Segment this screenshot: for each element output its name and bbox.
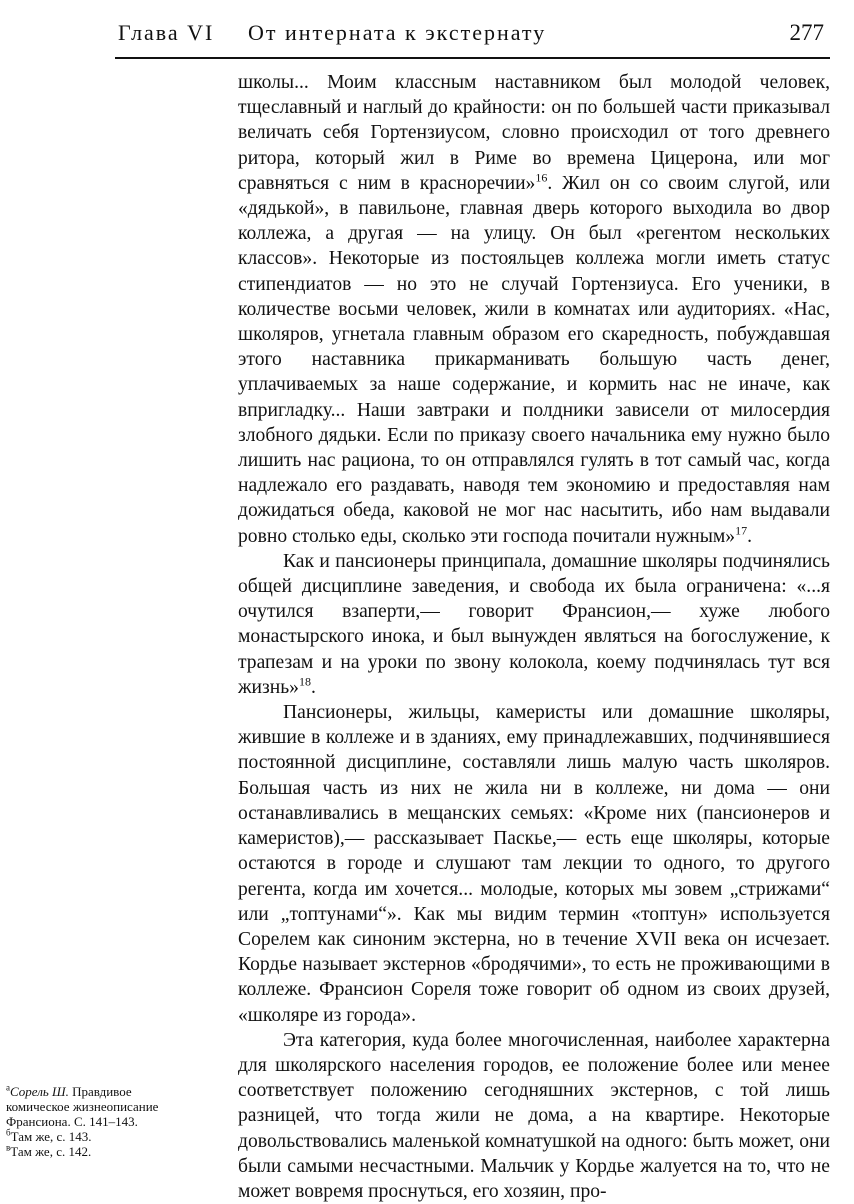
note-text: комическое жизнеописание: [6, 1099, 159, 1114]
note-mark: a: [6, 1082, 10, 1093]
paragraph: [238, 1028, 830, 1204]
text-run: Как и пансионеры принципала, домашние школяры подчинялись общей дисциплине заведения, и свобода их была ограничена: «...я очутился взаперти,— говорит Франсион,— хуже любого монастырского инока, и был вынужден являться на богослужение, к трапезам и на уроки по звону колокола, коему подчинялась тут вся жизнь»: [238, 550, 830, 698]
text-run: . Жил он со своим слугой, или «дядькой», в павильоне, главная дверь которого выходила во двор коллежа, а другая — на улицу. Он был «регентом нескольких классов». Некоторые из постояльцев коллежа могли иметь статус стипендиатов — но это не случай Гортензиуса. Его ученики, в количестве восьми человек, жили в комнатах или аудиториях. «Нас, школяров, угнетала главным образом его скаредность, побуждавшая этого наставника прикарманивать большую часть денег, уплачиваемых за наше содержание, и кормить нас не иначе, как впригладку... Наши завтраки и полдники зависели от милосердия злобного дядьки. Если по приказу своего начальника ему нужно было лишить нас рациона, то он отправлялся гулять в тот самый час, когда надлежало его раздавать, наводя тем экономию и предоставляя нам дожидаться обеда, каковой не мог нас насытить, ибо нам выдавали ровно столько еды, сколько эти господа почитали нужным»: [238, 172, 830, 547]
margin-notes: [6, 1084, 211, 1159]
note-text: Там же, с. 143.: [10, 1129, 92, 1144]
paragraph: [238, 700, 830, 1028]
paragraph: [238, 70, 830, 549]
text-run: Эта категория, куда более многочисленная, наиболее характерна для школярского населения городов, ее положение более или менее соответствует положению сегодняшних экстернов, с той лишь разницей, что тогда жили не дома, а на квартире. Некоторые довольствовались маленькой комнатушкой на одного: быть может, они были самыми несчастными. Мальчик у Кордье жалуется на то, что не может вовремя проснуться, его хозяин, про-: [238, 1029, 830, 1202]
margin-note-line: [6, 1144, 211, 1159]
paragraph: [238, 549, 830, 700]
header-rule: [115, 57, 830, 59]
note-text: Там же, с. 142.: [10, 1144, 92, 1159]
note-mark: в: [6, 1142, 11, 1153]
body-text: [238, 70, 830, 1204]
text-run: Пансионеры, жильцы, камеристы или домашние школяры, жившие в коллеже и в зданиях, ему принадлежавших, подчинявшиеся постоянной дисциплине, составляли лишь малую часть школяров. Большая часть из них не жила ни в коллеже, ни дома — они останавливались в мещанских семьях: «Кроме них (пансионеров и камеристов),— рассказывает Паскье,— есть еще школяры, которые остаются в городе и слушают там лекции то одного, то другого регента, когда им хочется... молодые, которых мы зовем „стрижами“ или „топтунами“». Как мы видим термин «топтун» используется Сорелем как синоним экстерна, но в течение XVII века он исчезает. Кордье называет экстернов «бродячими», то есть не проживающими в коллеже. Франсион Сореля тоже говорит об одном из своих друзей, «школяре из города».: [238, 702, 830, 1026]
text-run: .: [747, 525, 752, 547]
chapter-label: Глава VI: [118, 20, 215, 45]
margin-note-line: [6, 1084, 211, 1099]
note-author: Сорель Ш.: [10, 1084, 69, 1099]
footnote-ref: 16: [535, 170, 548, 185]
note-text: Правдивое: [68, 1084, 132, 1099]
page-number: 277: [789, 20, 824, 45]
note-mark: б: [6, 1127, 11, 1138]
footnote-ref: 17: [735, 523, 748, 538]
text-run: .: [310, 676, 316, 698]
margin-note-line: [6, 1099, 211, 1114]
margin-note-line: [6, 1114, 211, 1129]
margin-note-line: [6, 1129, 211, 1144]
footnote-ref: 18: [298, 674, 311, 689]
note-text: Франсиона. С. 141–143.: [6, 1114, 138, 1129]
text-run: школы... Моим классным наставником был молодой человек, тщеславный и наглый до крайности: он по большей части приказывал величать себя Гортензиусом, словно происходил от того древнего ритора, который жил в Риме во времена Цицерона, или мог сравняться с ним в красноречии»: [238, 72, 830, 194]
running-title: От интерната к экстернату: [248, 20, 547, 45]
